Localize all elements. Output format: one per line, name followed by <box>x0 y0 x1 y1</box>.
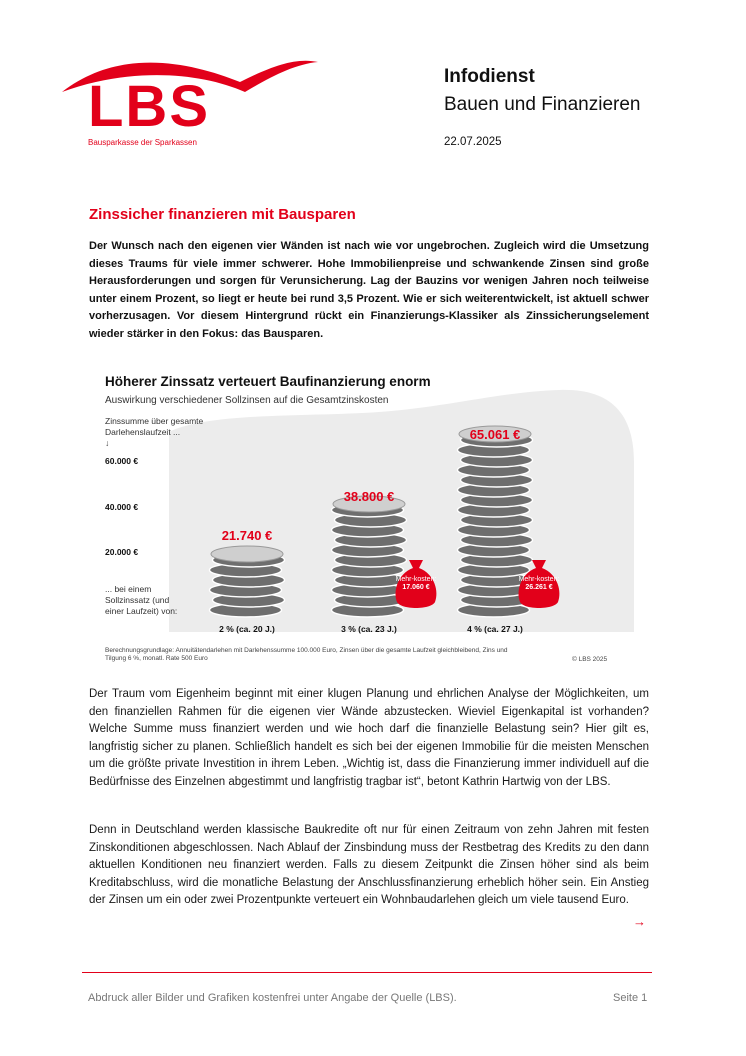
article-paragraph: Der Traum vom Eigenheim beginnt mit einer klugen Planung und ehrlichen Analyse der Möglichkeiten, um den finanziellen Rahmen für die eigenen vier Wände abzustecken. Wieviel Eigenkapital ist vorhanden? Welche Summe muss finanziert werden und wie hoch darf die finanzielle Belastung sein? Hier gilt es, langfristig sicher zu planen. Schließlich handelt es sich bei der eigenen Immobilie für die meisten Menschen um die größte private Investition in ihrem Leben. „Wichtig ist, dass die Finanzierung immer individuell auf die Bedürfnisse des Einzelnen abgestimmt und langfristig tragbar ist“, betont Kathrin Hartwig von der LBS. <box>89 688 649 788</box>
newsletter-subtitle: Bauen und Finanzieren <box>444 94 641 115</box>
extra-cost-caption: Mehr-kosten: <box>518 576 560 583</box>
logo-text: LBS <box>88 74 210 139</box>
category-label: 4 % (ca. 27 J.) <box>467 624 523 634</box>
value-label: 65.061 € <box>469 427 521 442</box>
article-paragraph: Denn in Deutschland werden klassische Baukredite oft nur für einen Zeitraum von zehn Jahren mit festen Zinskonditionen abgeschlossen. Nach Ablauf der Zinsbindung muss der Restbetrag des Kredits zu den dann aktuellen Konditionen neu finanziert werden. Falls zu diesem Zeitpunkt die Zinsen höher sind als beim Kreditabschluss, wird die monatliche Belastung der Anschlussfinanzierung erheblich höher sein. Ein Anstieg der Zinsen um ein oder zwei Prozentpunkte verteuert ein Wohnbaudarlehen gleich um viele tausend Euro. <box>89 824 649 906</box>
extra-cost-label <box>517 576 561 592</box>
publication-date: 22.07.2025 <box>444 136 502 148</box>
article-headline: Zinssicher finanzieren mit Bausparen <box>89 206 356 223</box>
chart-title: Höherer Zinssatz verteuert Baufinanzierung enorm <box>105 374 431 389</box>
y-axis-label-text: Zinssumme über gesamte Darlehenslaufzeit ... <box>105 416 204 437</box>
logo-subtitle: Bausparkasse der Sparkassen <box>88 138 197 147</box>
chart-x-axis-label: ... bei einem Sollzinssatz (und einer Laufzeit) von: <box>105 584 178 616</box>
chart-footnote: Berechnungsgrundlage: Annuitätendarlehen mit Darlehenssumme 100.000 Euro, Zinsen über die gesamte Laufzeit gleichbleibend, Zins und Tilgung 6 %, monatl. Rate 500 Euro <box>105 647 508 662</box>
page-number: Seite 1 <box>613 992 648 1004</box>
chart-copyright: © LBS 2025 <box>572 656 608 663</box>
continue-arrow-icon: → <box>633 914 646 929</box>
newsletter-title: Infodienst <box>444 66 535 87</box>
extra-cost-value: 17.060 € <box>402 584 430 591</box>
y-axis-arrow: ↓ <box>105 438 110 448</box>
coin-stack-bar <box>210 546 285 617</box>
y-tick-label: 40.000 € <box>105 502 139 512</box>
extra-cost-caption: Mehr-kosten: <box>395 576 437 583</box>
chart-subtitle: Auswirkung verschiedener Sollzinsen auf die Gesamtzinskosten <box>105 395 389 406</box>
category-label: 2 % (ca. 20 J.) <box>219 624 275 634</box>
coin-top <box>211 546 283 562</box>
extra-cost-value: 26.261 € <box>525 584 553 591</box>
extra-cost-label <box>394 576 438 592</box>
footer-divider <box>82 972 652 973</box>
category-label: 3 % (ca. 23 J.) <box>341 624 397 634</box>
article-lead: Der Wunsch nach den eigenen vier Wänden ist nach wie vor ungebrochen. Zugleich wird die Umsetzung dieses Traums für viele immer schwerer. Hohe Immobilienpreise und schwankende Zinsen sind große Herausforderungen und sorgen für Verunsicherung. Lag der Bauzins vor wenigen Jahren noch teilweise unter einem Prozent, so liegt er heute bei rund 3,5 Prozent. Wie er sich weiterentwickelt, ist aktuell schwer vorherzusagen. Vor diesem Hintergrund rückt ein Finanzierungs-Klassiker als Zinssicherungselement wieder stärker in den Fokus: das Bausparen. <box>89 240 649 340</box>
y-tick-label: 20.000 € <box>105 547 139 557</box>
value-label: 38.800 € <box>343 489 395 504</box>
footer-note: Abdruck aller Bilder und Grafiken kostenfrei unter Angabe der Quelle (LBS). <box>88 992 457 1004</box>
y-tick-label: 60.000 € <box>105 456 139 466</box>
value-label: 21.740 € <box>221 528 273 543</box>
chart-y-axis-label <box>105 416 225 449</box>
